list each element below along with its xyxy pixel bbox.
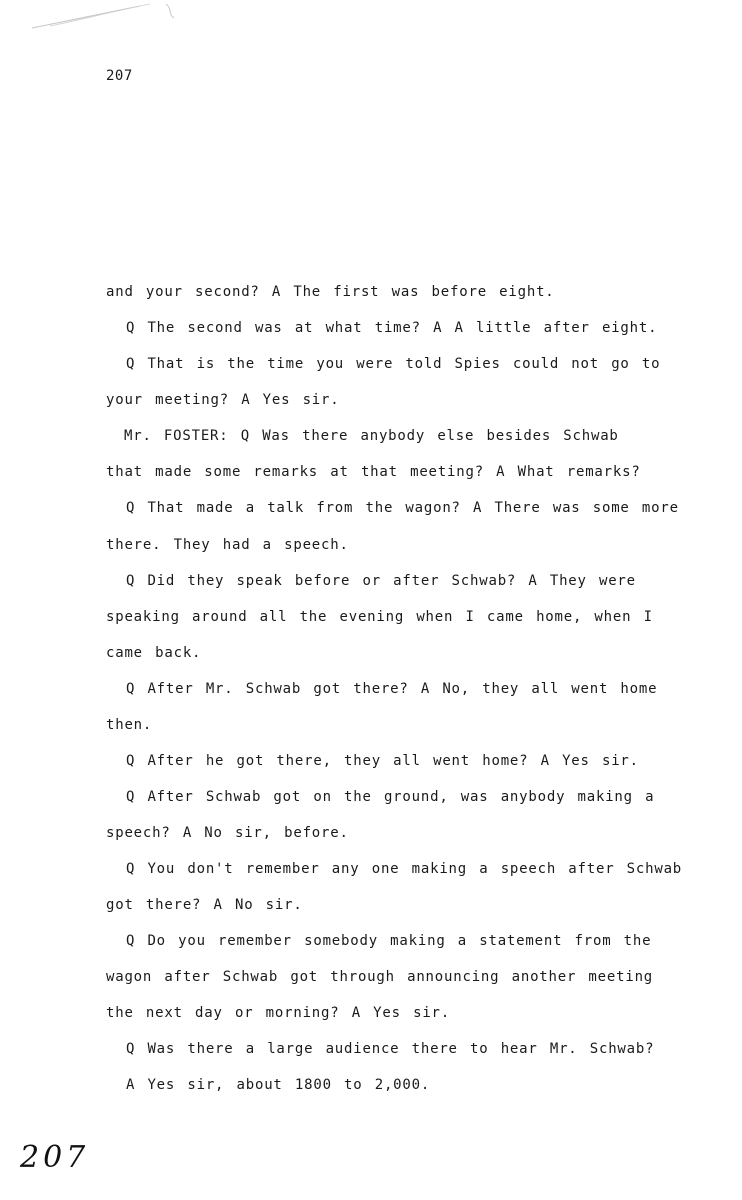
transcript-line: Q After Mr. Schwab got there? A No, they all went home — [126, 681, 658, 697]
transcript-line: wagon after Schwab got through announcing another meeting — [106, 969, 654, 985]
transcript-line: Q After Schwab got on the ground, was anybody making a — [126, 789, 655, 805]
transcript-line: Q You don't remember any one making a speech after Schwab — [126, 861, 683, 877]
transcript-line: your meeting? A Yes sir. — [106, 392, 340, 408]
transcript-line: Q Do you remember somebody making a statement from the — [126, 933, 652, 949]
transcript-line: there. They had a speech. — [106, 537, 349, 553]
transcript-line: that made some remarks at that meeting? A What remarks? — [106, 464, 641, 480]
transcript-line: came back. — [106, 645, 202, 661]
page-number: 207 — [106, 68, 133, 84]
transcript-line: speech? A No sir, before. — [106, 825, 349, 841]
paper-scuff-mark — [30, 0, 180, 32]
transcript-line: Q That is the time you were told Spies could not go to — [126, 356, 661, 372]
transcript-line: Q Did they speak before or after Schwab? A They were — [126, 573, 636, 589]
transcript-line: then. — [106, 717, 153, 733]
transcript-line: Q Was there a large audience there to hear Mr. Schwab? — [126, 1041, 655, 1057]
transcript-line: speaking around all the evening when I came home, when I — [106, 609, 653, 625]
transcript-line: A Yes sir, about 1800 to 2,000. — [126, 1077, 431, 1093]
transcript-line: Q The second was at what time? A A little after eight. — [126, 320, 658, 336]
handwritten-page-number: 207 — [20, 1140, 90, 1175]
transcript-line: the next day or morning? A Yes sir. — [106, 1005, 451, 1021]
transcript-line: got there? A No sir. — [106, 897, 303, 913]
transcript-line: and your second? A The first was before eight. — [106, 284, 555, 300]
transcript-line: Mr. FOSTER: Q Was there anybody else besides Schwab — [124, 428, 619, 444]
transcript-line: Q That made a talk from the wagon? A There was some more — [126, 500, 679, 516]
transcript-line: Q After he got there, they all went home? A Yes sir. — [126, 753, 639, 769]
